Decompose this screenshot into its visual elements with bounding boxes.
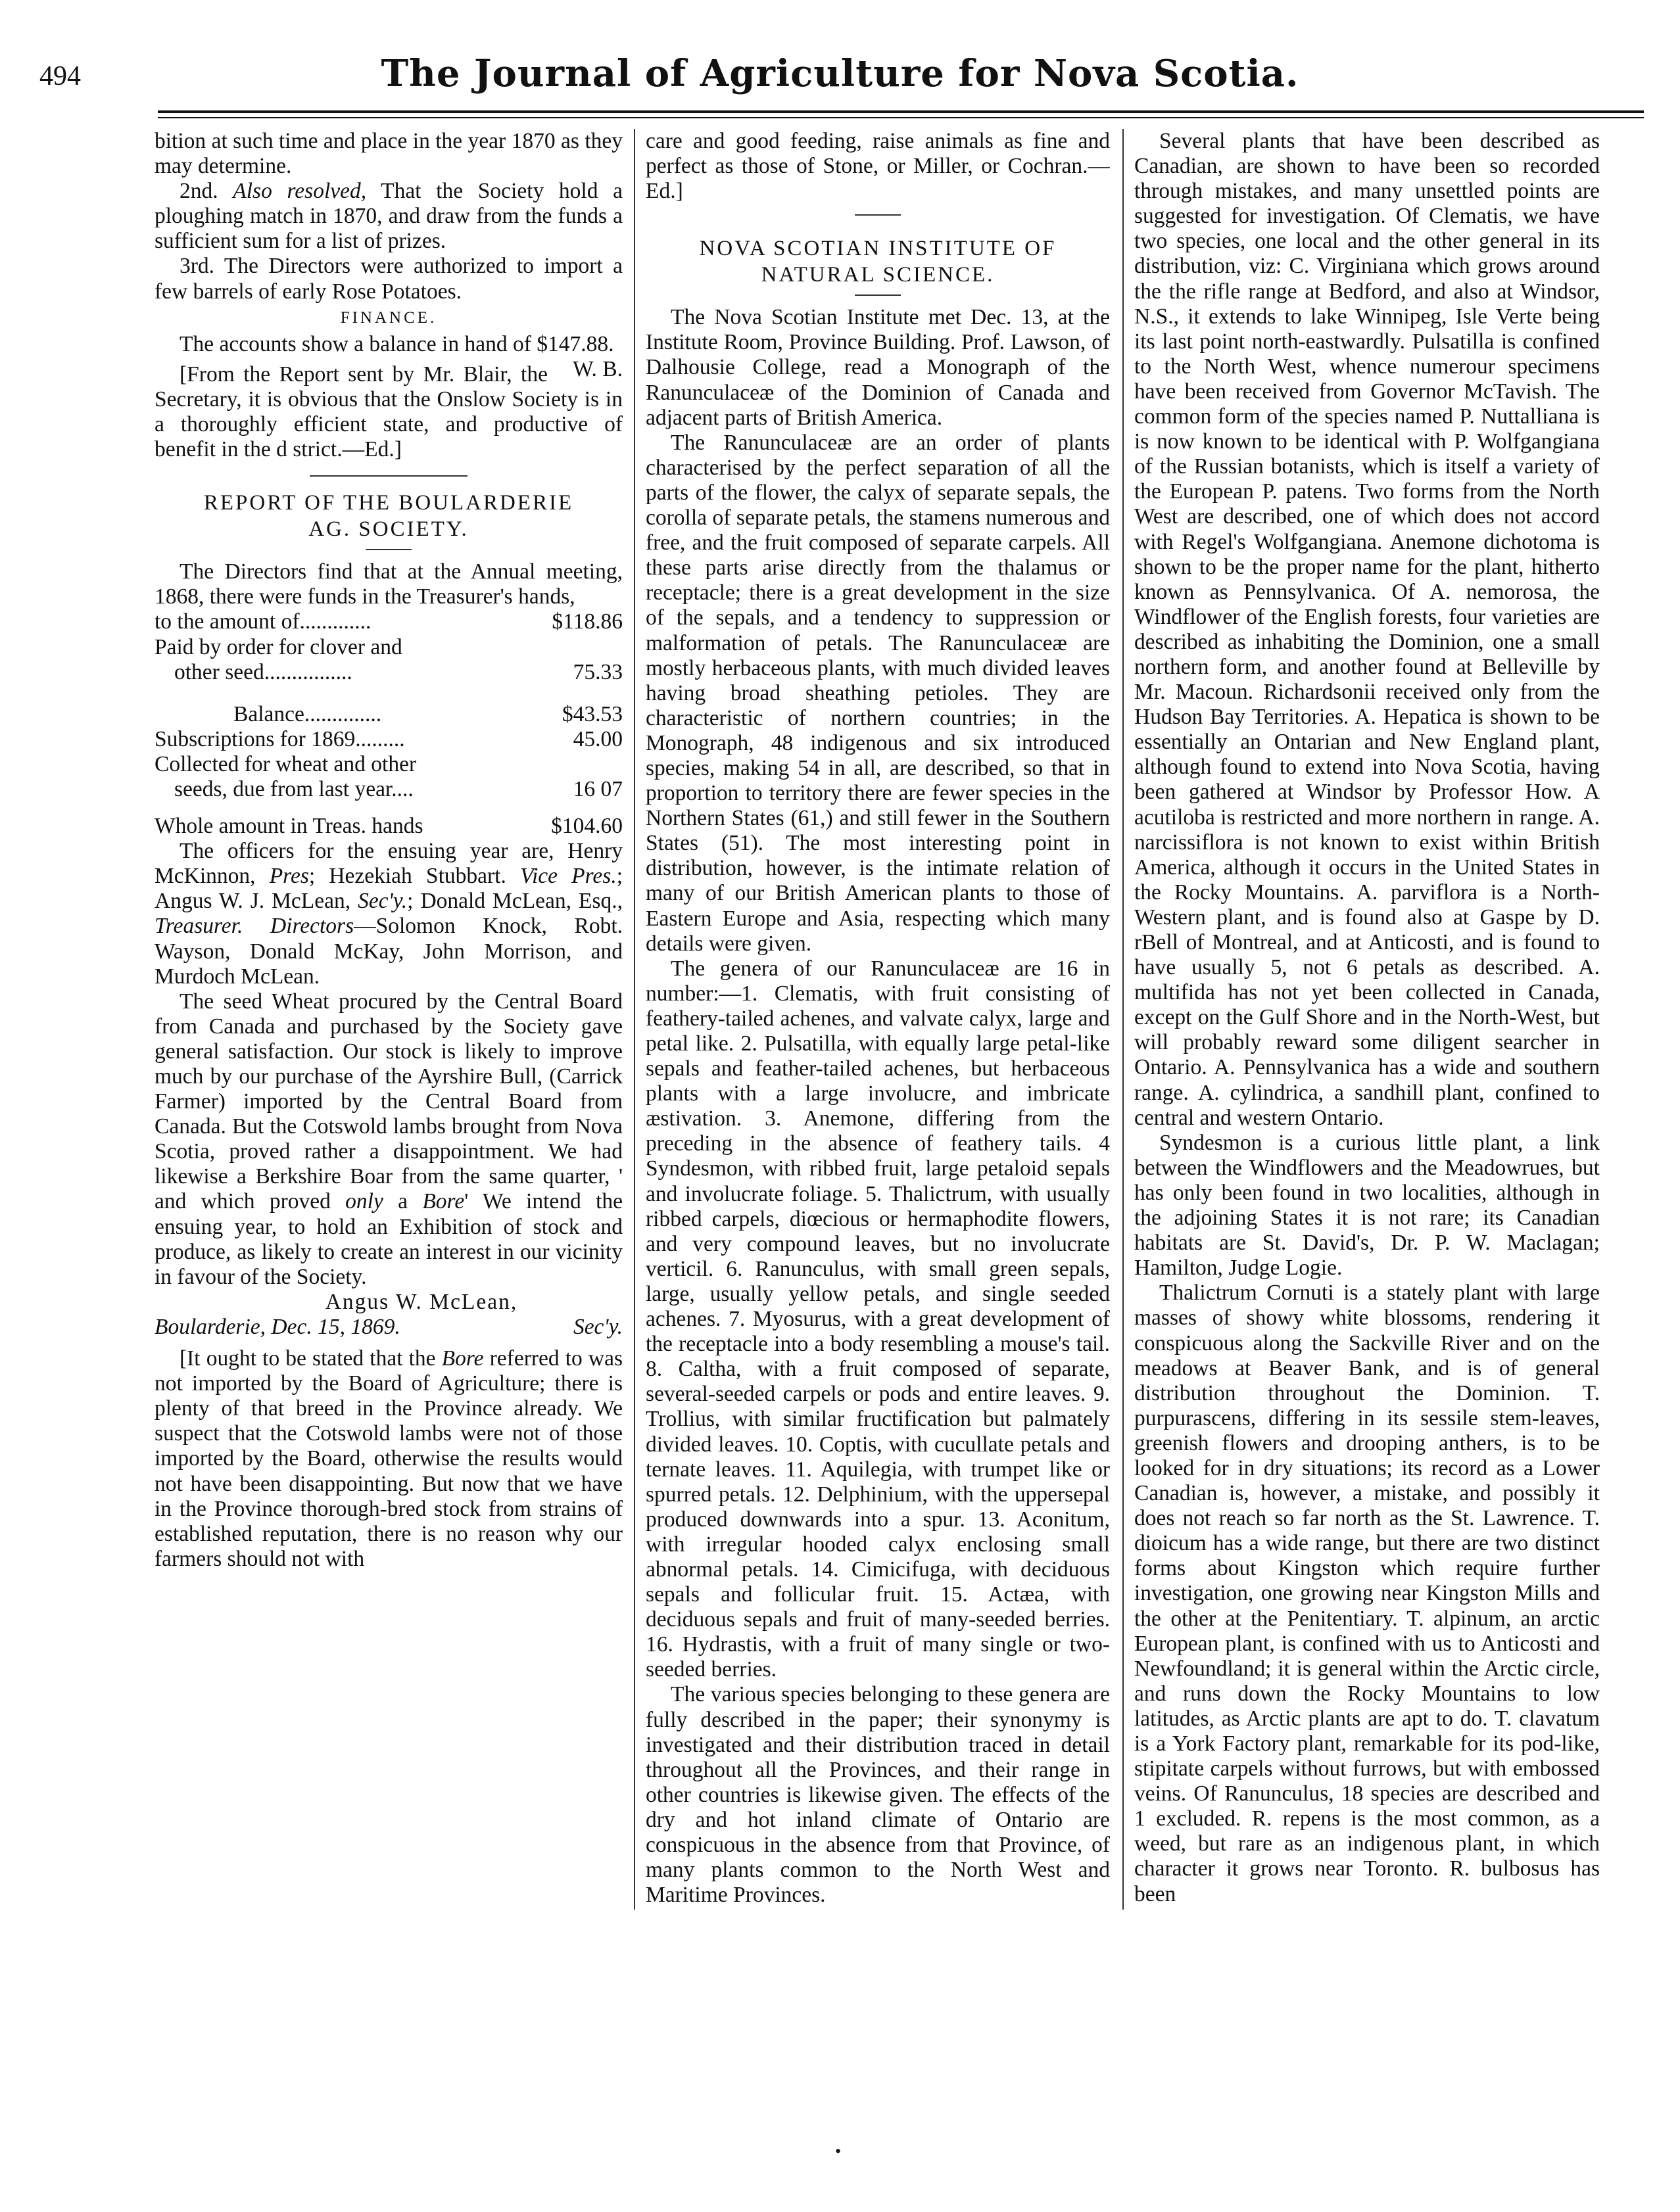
heading-line: REPORT OF THE BOULARDERIE (203, 491, 574, 515)
emphasis: Pres (269, 864, 309, 889)
header-rule-thin (158, 117, 1644, 118)
ledger-amount: $104.60 (551, 814, 623, 839)
paragraph: The Nova Scotian Institute met Dec. 13, at the Institute Room, Province Building. Prof. Lawson, of Dalhousie College, read a Monograph of the Ranunculaceæ of the Dominion of Canada and adjacent parts of British America. (646, 305, 1110, 430)
heading-line: NOVA SCOTIAN INSTITUTE OF (699, 237, 1057, 261)
text: referred to was not imported by the Board of Agriculture; there is plenty of that breed in the Province already. We suspect that the Cotswold lambs were not of those imported by the Board, otherwise the results would not have been disappointing. But now that we have in the Province thorough-bred stock from strains of established reputation, there is no reason why our farmers should not with (155, 1346, 623, 1571)
column-3 (1134, 129, 1600, 2067)
printer-mark: • (835, 2142, 842, 2161)
paragraph: The Directors find that at the Annual meeting, 1868, there were funds in the Treasurer's hands, (155, 559, 623, 609)
signature: W. B. (572, 356, 623, 381)
emphasis: Bore (441, 1346, 484, 1371)
ledger-table (155, 609, 623, 839)
paragraph: The various species belonging to these genera are fully described in the paper; their synonymy is investigated and their distribution traced in detail throughout all the Provinces, and their range in other countries is likewise given. The effects of the dry and hot inland climate of Ontario are conspicuous in the absence from that Province, of many plants common to the North West and Maritime Provinces. (646, 1682, 1110, 1908)
ledger-label: Collected for wheat and other (155, 751, 417, 776)
paragraph: care and good feeding, raise animals as fine and perfect as those of Stone, or Miller, or Cochran.—Ed.] (646, 129, 1110, 204)
column-2 (646, 129, 1110, 2067)
ledger-label: other seed................ (174, 659, 352, 684)
ledger-label: Paid by order for clover and (155, 634, 402, 659)
text: ; Angus W. J. McLean, (155, 864, 623, 914)
separator (310, 475, 468, 477)
editor-note: [From the Report sent by Mr. Blair, the Secretary, it is obvious that the Onslow Society is in a thoroughly efficient state, and productive of benefit in the d strict.—Ed.] (155, 362, 623, 462)
column-1 (155, 129, 623, 2067)
emphasis: Directors (270, 914, 354, 939)
paragraph: Several plants that have been described as Canadian, are shown to have been so recorded through mistakes, and many unsettled points are suggested for investigation. Of Clematis, we have two species, one local and the other general in its distribution, viz: C. Virginiana which grows around the the rifle range at Bedford, and also at Windsor, N.S., it extends to lake Winnipeg, Isle Verte being its last point north-eastwardly. Pulsatilla is confined to the North West, whence numerour specimens have been received from Governor McTavish. The common form of the species named P. Nuttalliana is is now known to be identical with P. Wolfgangiana of the Russian botanists, which is itself a variety of the European P. patens. Two forms from the North West are described, one of which does not accord with Regel's Wolfgangiana. Anemone dichotoma is shown to be the proper name for the plant, hitherto known as Pennsylvanica. Of A. nemorosa, the Windflower of the English forests, four varieties are described as inhabiting the Dominion, one a small northern form, and another found at Belleville by Mr. Macoun. Richardsonii received only from the Hudson Bay Territories. A. Hepatica is shown to be essentially an Ontarian and New England plant, although found to extend into Nova Scotia, having been gathered at Windsor by Professor How. A acutiloba is restricted and more northern in range. A. narcissiflora is not known to exist within British America, although it occurs in the United States in the Rocky Mountains. A. parviflora is a North-Western plant, and is found also at Gaspe by D. rBell of Montreal, and at Anticosti, and is found to have usually 5, not 6 petals as described. A. multifida has not yet been collected in Canada, except on the Gulf Shore and in the North-West, but will probably reward some diligent searcher in Ontario. A. Pennsylvanica has a wide and southern range. A. cylindrica, a sandhill plant, confined to central and western Ontario. (1134, 129, 1600, 1130)
article-heading (646, 235, 1110, 288)
signature-place: Boularderie, Dec. 15, 1869. (155, 1314, 400, 1339)
emphasis: Vice Pres. (520, 864, 617, 889)
text: —Solomon Knock, Robt. Wayson, Donald McKay, John Morrison, and Murdoch McLean. (155, 914, 623, 989)
ledger-amount: 16 07 (573, 776, 623, 801)
paragraph: Thalictrum Cornuti is a stately plant with large masses of showy white blossoms, rendering it conspicuous along the Sackville River and on the meadows at Beaver Bank, and is of general distribution throughout the Dominion. T. purpurascens, differing in its sessile stem-leaves, greenish flowers and drooping anthers, is to be looked for in dry situations; its record as a Lower Canadian is, however, a mistake, and possibly it does not reach so far north as the St. Lawrence. T. dioicum has a wide range, but there are two distinct forms about Kingston which require further investigation, one growing near Kingston Mills and the other at the Penitentiary. T. alpinum, an arctic European plant, is confined with us to Anticosti and Newfoundland; it is general within the Arctic circle, and runs down the Rocky Mountains to low latitudes, as Arctic plants are apt to do. T. clavatum is a York Factory plant, remarkable for its pod-like, stipitate carpels without furrows, but with embossed veins. Of Ranunculus, 18 species are described and 1 excluded. R. repens is the most common, as a weed, but rare as an indigenous plant, in which character it grows near Toronto. R. bulbosus has been (1134, 1281, 1600, 1906)
editor-note (155, 1346, 623, 1572)
paragraph (155, 839, 623, 989)
table-row (155, 609, 623, 634)
column-divider-1 (634, 129, 635, 1910)
ledger-label: Subscriptions for 1869......... (155, 726, 405, 751)
text: The officers for the ensuing year are, Henry McKinnon, (155, 839, 623, 889)
paragraph: The genera of our Ranunculaceæ are 16 in number:—1. Clematis, with fruit consisting of feathery-tailed achenes, and valvate calyx, large and petal like. 2. Pulsatilla, with equally large petal-like sepals and feather-tailed achenes, but herbaceous plants with a large involucre, and imbricate æstivation. 3. Anemone, differing from the preceding in the absence of feathery tails. 4 Syndesmon, with ribbed fruit, large petaloid sepals and involucrate foliage. 5. Thalictrum, with usually ribbed carpels, diœcious or hermaphodite flowers, and very compound leaves, but no involucrate verticil. 6. Ranunculus, with small green sepals, large, usually yellow petals, and single seeded achenes. 7. Myosurus, with a great development of the receptacle into a body resembling a mouse's tail. 8. Caltha, with a fruit composed of separate, several-seeded carpels or pods and entire leaves. 9. Trollius, with similar fructification but palmately divided leaves. 10. Coptis, with cucullate petals and ternate leaves. 11. Aquilegia, with trumpet like or spurred petals. 12. Delphinium, with the uppersepal produced downwards into a spur. 13. Aconitum, with irregular hooded calyx enclosing small abnormal petals. 14. Cimicifuga, with deciduous sepals and follicular fruit. 15. Actæa, with deciduous sepals and fruit of many-seeded berries. 16. Hydrastis, with a fruit of many single or two-seeded berries. (646, 956, 1110, 1682)
page-number: 494 (39, 61, 81, 91)
article-heading (155, 490, 623, 542)
table-row (155, 802, 623, 839)
ledger-amount: 45.00 (573, 726, 623, 751)
ledger-label: Balance.............. (233, 701, 382, 726)
table-row (155, 685, 623, 727)
section-heading: FINANCE. (340, 308, 437, 327)
table-row (155, 660, 623, 685)
signature-line (155, 1315, 623, 1340)
text: a (398, 1189, 408, 1214)
text: That the Society hold a ploughing match in 1870, and draw from the funds a sufficient sum for a list of prizes. (155, 179, 623, 254)
emphasis: Also resolved, (233, 179, 367, 204)
ledger-label: Whole amount in Treas. hands (155, 814, 423, 839)
header-rule (158, 110, 1644, 113)
ledger-amount (524, 635, 623, 660)
signature-name: Angus W. McLean, (325, 1289, 518, 1314)
table-row (155, 727, 623, 752)
heading-line: AG. SOCIETY. (308, 517, 469, 542)
text: 2nd. (180, 179, 218, 204)
ledger-label: seeds, due from last year.... (174, 776, 414, 801)
paragraph (155, 331, 623, 381)
separator (855, 294, 901, 296)
emphasis: Treasurer. (155, 914, 243, 939)
ledger-amount: $118.86 (552, 609, 623, 634)
paragraph: bition at such time and place in the year 1870 as they may determine. (155, 129, 623, 179)
heading-line: NATURAL SCIENCE. (761, 263, 995, 287)
text: ; Hezekiah Stubbart. (308, 864, 506, 889)
separator (366, 549, 412, 550)
paragraph: The Ranunculaceæ are an order of plants characterised by the perfect separation of all the parts of the flower, the calyx of separate sepals, the corolla of separate petals, the stamens numerous and free, and the fruit composed of separate carpels. All these parts arise directly from the thalamus or receptacle; there is a great development in the size of the sepals, and a tendency to suppression or malformation of petals. The Ranunculaceæ are mostly herbaceous plants, with much divided leaves having broad sheathing petioles. They are characteristic of northern countries; in the Monograph, 48 indigenous and six introduced species, making 54 in all, are described, so that in proportion to territory there are fewer species in the Northern States (61,) and still fewer in the Southern States (51). The most interesting point in distribution, however, is the intimate relation of many of our British American plants to those of Eastern Europe and Asia, respecting which many details were given. (646, 430, 1110, 956)
masthead-title: The Journal of Agriculture for Nova Scotia. (381, 52, 1299, 95)
ledger-amount: $43.53 (562, 701, 623, 726)
table-row (155, 777, 623, 802)
text: The accounts show a balance in hand of $147.88. (180, 331, 614, 356)
text: ; Donald McLean, Esq., (407, 889, 623, 914)
table-row (155, 752, 623, 777)
ledger-label: to the amount of............. (155, 609, 372, 634)
ledger-amount (524, 752, 623, 777)
text: The seed Wheat procured by the Central Board from Canada and purchased by the Society gave general satisfaction. Our stock is likely to improve much by our purchase of the Ayrshire Bull, (Carrick Farmer) imported by the Central Board from Canada. But the Cotswold lambs brought from Nova Scotia, proved rather a disappointment. We had likewise a Berkshire Boar from the same quarter, ' and which proved (155, 989, 623, 1214)
emphasis: only (345, 1189, 383, 1214)
signature-title: Sec'y. (573, 1314, 623, 1339)
text: ' We intend the ensuing year, to hold an Exhibition of stock and produce, as likely to create an interest in our vicinity in favour of the Society. (155, 1189, 623, 1289)
paragraph: 3rd. The Directors were authorized to import a few barrels of early Rose Potatoes. (155, 254, 623, 304)
paragraph (155, 179, 623, 254)
emphasis: Bore (422, 1189, 465, 1214)
paragraph: Syndesmon is a curious little plant, a link between the Windflowers and the Meadowrues, but has only been found in two localities, although in the adjoining States it is not rare; its Canadian habitats are St. David's, Dr. P. W. Maclagan; Hamilton, Judge Logie. (1134, 1130, 1600, 1281)
text: [It ought to be stated that the (180, 1346, 436, 1371)
table-row (155, 635, 623, 660)
column-divider-2 (1122, 129, 1124, 1910)
paragraph (155, 989, 623, 1290)
emphasis: Sec'y. (358, 889, 408, 914)
ledger-amount: 75.33 (573, 659, 623, 684)
separator (855, 214, 901, 216)
